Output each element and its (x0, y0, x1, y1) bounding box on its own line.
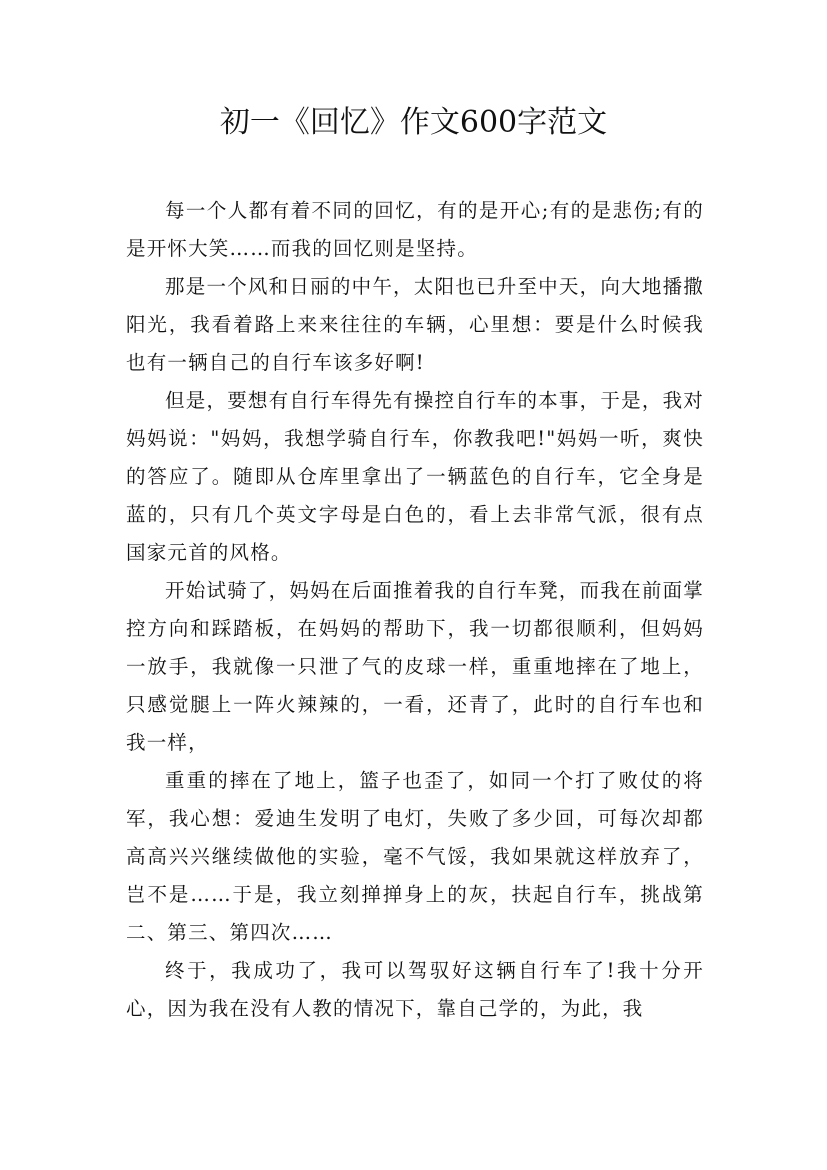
paragraph-2: 那是一个风和日丽的中午，太阳也已升至中天，向大地播撒阳光，我看着路上来来往往的车辆，心里想：要是什么时候我也有一辆自己的自行车该多好啊! (126, 275, 704, 374)
paragraph-4: 开始试骑了，妈妈在后面推着我的自行车凳，而我在前面掌控方向和踩踏板，在妈妈的帮助下，我一切都很顺利，但妈妈一放手，我就像一只泄了气的皮球一样，重重地摔在了地上，只感觉腿上一阵火辣辣的，一看，还青了，此时的自行车也和我一样， (126, 579, 704, 754)
paragraph-6: 终于，我成功了，我可以驾驭好这辆自行车了!我十分开心，因为我在没有人教的情况下，靠自己学的，为此，我 (126, 959, 704, 1020)
paragraph-1: 每一个人都有着不同的回忆，有的是开心;有的是悲伤;有的是开怀大笑……而我的回忆则是坚持。 (126, 199, 704, 260)
essay-body (126, 192, 704, 1028)
document-title: 初一《回忆》作文600字范文 (219, 105, 608, 140)
paragraph-3: 但是，要想有自行车得先有操控自行车的本事，于是，我对妈妈说："妈妈，我想学骑自行车，你教我吧!"妈妈一听，爽快的答应了。随即从仓库里拿出了一辆蓝色的自行车，它全身是蓝的，只有几个英文字母是白色的，看上去非常气派，很有点国家元首的风格。 (126, 389, 704, 564)
paragraph-5: 重重的摔在了地上，篮子也歪了，如同一个打了败仗的将军，我心想：爱迪生发明了电灯，失败了多少回，可每次却都高高兴兴继续做他的实验，毫不气馁，我如果就这样放弃了，岂不是……于是，我立刻掸掸身上的灰，扶起自行车，挑战第二、第三、第四次…… (126, 769, 704, 944)
